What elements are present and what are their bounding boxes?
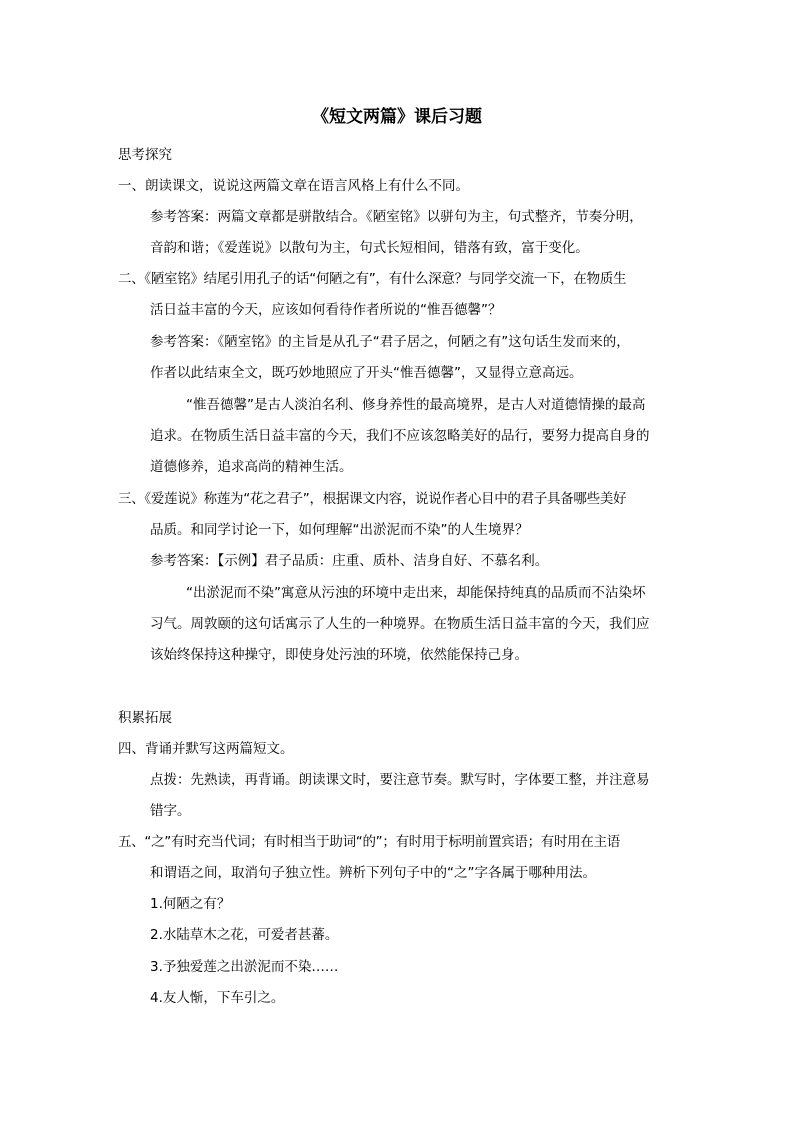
list-item-1: 1.何陋之有？ bbox=[150, 896, 231, 912]
question-2-line-2: 活日益丰富的今天，应该如何看待作者所说的“惟吾德馨”？ bbox=[150, 302, 502, 318]
question-5-line-1: 五、“之”有时充当代词；有时相当于助词“的”；有时用于标明前置宾语；有时用在主语 bbox=[118, 834, 620, 850]
list-item-4: 4.友人惭，下车引之。 bbox=[150, 990, 285, 1006]
section-heading-accumulation: 积累拓展 bbox=[118, 710, 172, 726]
list-item-3: 3.予独爱莲之出淤泥而不染…… bbox=[150, 959, 339, 975]
answer-3: 参考答案：【示例】君子品质：庄重、质朴、洁身自好、不慕名利。 bbox=[150, 553, 549, 569]
question-3-line-2: 品质。和同学讨论一下，如何理解“出淤泥而不染”的人生境界？ bbox=[150, 522, 529, 538]
answer-2-line-1: 参考答案：《陋室铭》的主旨是从孔子“君子居之，何陋之有”这句话生发而来的， bbox=[150, 334, 630, 350]
list-item-2: 2.水陆草木之花，可爱者甚蕃。 bbox=[150, 927, 339, 943]
explanation-3-line-1: “出淤泥而不染”寓意从污浊的环境中走出来，却能保持纯真的品质而不沾染坏 bbox=[186, 585, 646, 601]
explanation-2-line-3: 道德修养，追求高尚的精神生活。 bbox=[150, 459, 353, 475]
explanation-3-line-2: 习气。周敦颐的这句话寓示了人生的一种境界。在物质生活日益丰富的今天，我们应 bbox=[150, 616, 650, 632]
question-3-line-1: 三、《爱莲说》称莲为“花之君子”，根据课文内容，说说作者心目中的君子具备哪些美好 bbox=[118, 491, 627, 507]
page-title: 《短文两篇》课后习题 bbox=[312, 107, 482, 127]
answer-1-line-1: 参考答案：两篇文章都是骈散结合。《陋室铭》以骈句为主，句式整齐，节奏分明， bbox=[150, 209, 643, 225]
explanation-2-line-1: “惟吾德馨”是古人淡泊名利、修身养性的最高境界，是古人对道德情操的最高 bbox=[186, 397, 646, 413]
question-1: 一、朗读课文，说说这两篇文章在语言风格上有什么不同。 bbox=[118, 178, 469, 194]
explanation-3-line-3: 该始终保持这种操守，即使身处污浊的环境，依然能保持己身。 bbox=[150, 647, 528, 663]
question-4: 四、背诵并默写这两篇短文。 bbox=[118, 741, 294, 757]
section-heading-thinking: 思考探究 bbox=[118, 147, 172, 163]
answer-1-line-2: 音韵和谐；《爱莲说》以散句为主，句式长短相间，错落有致，富于变化。 bbox=[150, 240, 589, 256]
question-5-line-2: 和谓语之间，取消句子独立性。辨析下列句子中的“之”字各属于哪种用法。 bbox=[150, 865, 596, 881]
tip-4-line-1: 点拨：先熟读，再背诵。朗读课文时，要注意节奏。默写时，字体要工整，并注意易 bbox=[150, 772, 650, 788]
explanation-2-line-2: 追求。在物质生活日益丰富的今天，我们不应该忽略美好的品行，要努力提高自身的 bbox=[150, 428, 650, 444]
answer-2-line-2: 作者以此结束全文，既巧妙地照应了开头“惟吾德馨”，又显得立意高远。 bbox=[150, 365, 583, 381]
tip-4-line-2: 错字。 bbox=[150, 803, 191, 819]
question-2-line-1: 二、《陋室铭》结尾引用孔子的话“何陋之有”，有什么深意？与同学交流一下，在物质生 bbox=[118, 271, 627, 287]
